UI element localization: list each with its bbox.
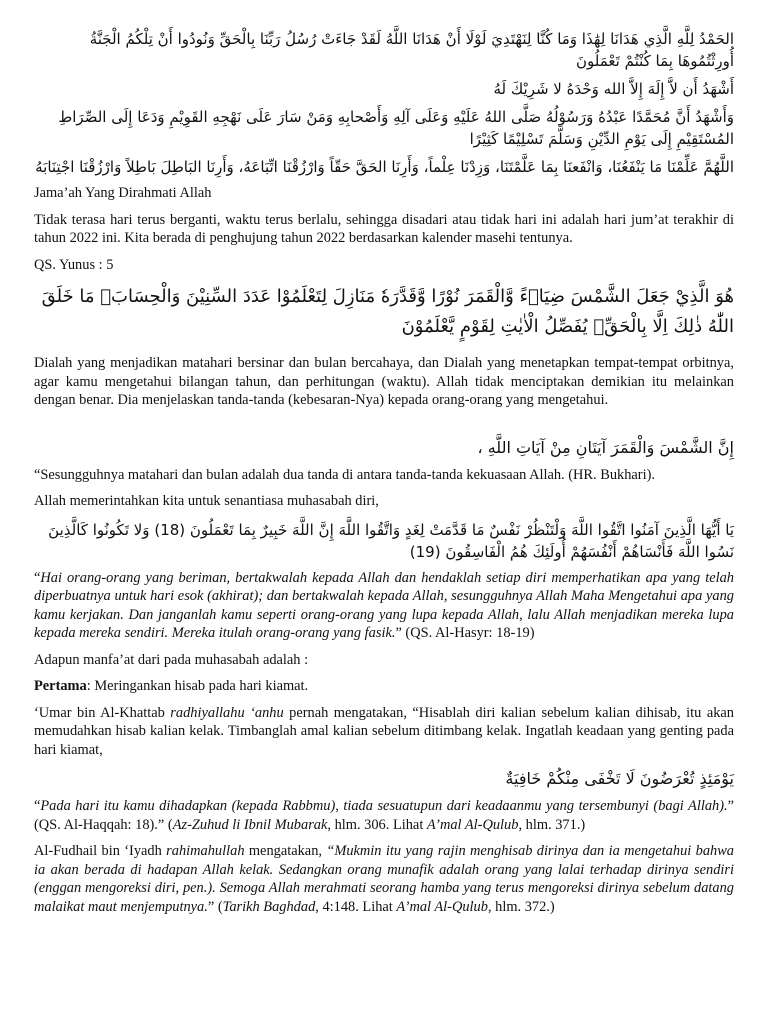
qs-haqqah-translation — [34, 797, 734, 834]
arabic-syahadat-1: أَشْهَدُ أَن لاَّ إِلَهَ إِلاَّ الله وَحْدَهُ لا شَرِيْكَ لَهُ — [493, 80, 734, 98]
umar-name: ‘Umar bin Al-Khattab — [34, 704, 171, 721]
intro-paragraph: Tidak terasa hari terus berganti, waktu terus berlalu, sehingga disadari atau tidak hari ini adalah hari jum’at terakhir di tahun 2022 ini. Kita berada di penghujung tahun 2022 berdasarkan kalender masehi tentunya. — [34, 211, 734, 246]
arabic-qs-haqqah: يَوْمَئِذٍ تُعْرَضُونَ لَا تَخْفَى مِنْكُمْ خَافِيَةٌ — [505, 769, 734, 788]
qs-hasyr-ref: ” (QS. Al-Hasyr: 18-19) — [395, 625, 535, 641]
fudhail-honorific: rahimahullah — [166, 843, 245, 859]
qs-yunus-translation: Dialah yang menjadikan matahari bersinar dan bulan bercahaya, dan Dialah yang menetapkan tempat-tempat orbitnya, agar kamu mengetahui bilangan tahun, dan perhitungan (waktu). Allah tidak menciptakan demikian itu melainkan dengan benar. Dia menjelaskan tanda-tanda (kebesaran-Nya) kepada orang-orang yang mengetahui. — [34, 355, 734, 408]
ref-text: mengatakan, — [244, 843, 327, 859]
muhasabah-intro: Allah memerintahkan kita untuk senantiasa muhasabah diri, — [34, 493, 379, 509]
book-title: A’mal Al-Qulub — [426, 816, 519, 833]
book-title: A’mal Al-Qulub — [396, 898, 488, 915]
manfaat-first-text: : Meringankan hisab pada hari kiamat. — [86, 678, 309, 694]
book-title: Tarikh Baghdad — [222, 898, 316, 915]
quote-mark: “ — [34, 798, 41, 814]
hadith-sun-translation: “Sesungguhnya matahari dan bulan adalah dua tanda di antara tanda-tanda kekuasaan Allah. (HR. Bukhari). — [34, 466, 655, 483]
fudhail-quote-text: “Mukmin itu yang rajin menghisab dirinya dan ia mengetahui bahwa ia akan berada di hadapan Allah kelak. Sedangkan orang munafik adalah orang yang lalai terhadap dirinya sendiri (enggan mengoreksi diri, pen.). Semoga Allah merahmati seorang hamba yang terus mengoreksi dirinya sebelum datang malaikat maut menjemputnya. — [34, 843, 734, 915]
qs-hasyr-translation: “Hai orang-orang yang beriman, bertakwalah kepada Allah dan hendaklah setiap diri memperhatikan apa yang telah diperbuatnya untuk hari esok (akhirat); dan bertakwalah kepada Allah, sesungguhnya Allah Maha Mengetahui apa yang kamu kerjakan. Dan janganlah kamu seperti orang-orang yang lupa kepada Allah, lalu Allah menjadikan mereka lupa kepada mereka sendiri. Mereka itulah orang-orang yang fasik.” (QS. Al-Hasyr: 18-19) — [34, 569, 734, 641]
ref-text: , 4:148. Lihat — [315, 898, 397, 915]
umar-honorific: radhiyallahu ‘anhu — [170, 704, 284, 721]
fudhail-quote — [34, 842, 734, 916]
qs-haqqah-translation-text: Pada hari itu kamu dihadapkan (kepada Rabbmu), tiada sesuatupun dari keadaanmu yang tersembunyi (bagi Allah). — [40, 798, 728, 814]
book-title: Az-Zuhud li Ibnil Mubarak — [172, 816, 328, 833]
manfaat-intro: Adapun manfa’at dari pada muhasabah adalah : — [34, 651, 309, 668]
arabic-syahadat-2: وَأَشْهَدُ أَنَّ مُحَمَّدًا عَبْدُهُ وَرَسُوْلُهُ صَلَّى اللهُ عَلَيْهِ وَعَلَى آلِهِ وَأَصْحابِهِ وَمَنْ سَارَ عَلَى نَهْجِهِ القَوِيْمِ وَدَعَا إِلَى الصِّرَاطِ المُسْتَقِيْمِ إِلَى يَوْمِ الدِّيْنِ وَسَلَّمَ تَسْلِيْمًا كَثِيْرًا — [58, 108, 734, 148]
arabic-hadith-sun: إِنَّ الشَّمْسَ وَالْقَمَرَ آيَتَانِ مِنْ آيَاتِ اللَّهِ ، — [477, 437, 734, 457]
ref-text: ” ( — [207, 898, 223, 915]
spacer — [34, 418, 734, 436]
ref-text: ” (QS. Al-Haqqah: 18).” ( — [34, 798, 734, 833]
umar-quote — [34, 704, 734, 760]
manfaat-first-label: Pertama — [34, 678, 87, 694]
qs-yunus-ref: QS. Yunus : 5 — [34, 256, 114, 273]
arabic-qs-yunus: هُوَ الَّذِيْ جَعَلَ الشَّمْسَ ضِيَاۤءً وَّالْقَمَرَ نُوْرًا وَّقَدَّرَهٗ مَنَازِلَ لِتَعْلَمُوْا عَدَدَ السِّنِيْنَ وَالْحِسَابَۗ مَا خَلَقَ اللّٰهُ ذٰلِكَ اِلَّا بِالْحَقِّۗ يُفَصِّلُ الْاٰيٰتِ لِقَوْمٍ يَّعْلَمُوْنَ — [41, 286, 734, 337]
qs-hasyr-translation-text: Hai orang-orang yang beriman, bertakwalah kepada Allah dan hendaklah setiap diri memperhatikan apa yang telah diperbuatnya untuk hari esok (akhirat); dan bertakwalah kepada Allah, sesungguhnya Allah Maha Mengetahui apa yang kamu kerjakan. Dan janganlah kamu seperti orang-orang yang lupa kepada Allah, lalu Allah menjadikan mereka lupa kepada mereka sendiri. Mereka itulah orang-orang yang fasik. — [34, 569, 734, 641]
arabic-hamdalah: الحَمْدُ لِلَّهِ الَّذِي هَدَانَا لِهَٰذَا وَمَا كُنَّا لِنَهْتَدِيَ لَوْلَا أَنْ هَدَانَا اللَّهُ لَقَدْ جَاءَتْ رُسُلُ رَبِّنَا بِالْحَقِّ وَنُودُوا أَنْ تِلْكُمُ الْجَنَّةُ أُورِثْتُمُوهَا بِمَا كُنْتُمْ تَعْمَلُونَ — [89, 30, 734, 70]
ref-text: , hlm. 371.) — [518, 816, 586, 833]
ref-text: , hlm. 372.) — [487, 898, 555, 915]
umar-quote-text: pernah mengatakan, “Hisablah diri kalian sebelum kalian dihisab, itu akan memudahkan hisab kalian kelak. Timbanglah amal kalian sebelum ditimbang kelak. Ingatlah keadaan yang genting pada hari kiamat, — [34, 704, 734, 758]
fudhail-name: Al-Fudhail bin ‘Iyadh — [34, 843, 167, 859]
manfaat-first — [34, 677, 734, 696]
greeting: Jama’ah Yang Dirahmati Allah — [34, 185, 212, 201]
ref-text: , hlm. 306. Lihat — [327, 816, 427, 833]
arabic-doa: اللَّهُمَّ عَلِّمْنَا مَا يَنْفَعُنَا، وَانْفَعنَا بِمَا عَلَّمْتَنَا، وَزِدْنَا عِلْماً، وَأَرِنَا الحَقَّ حَقّاً وَارْزُقْنَا اتِّبَاعَهُ، وَأَرِنَا البَاطِلَ بَاطِلاً وَارْزُقْنَا اجْتِنَابَهُ — [35, 158, 734, 176]
arabic-qs-hasyr: يَا أَيُّهَا الَّذِينَ آمَنُوا اتَّقُوا اللَّهَ وَلْتَنْظُرْ نَفْسٌ مَا قَدَّمَتْ لِغَدٍ وَاتَّقُوا اللَّهَ إِنَّ اللَّهَ خَبِيرٌ بِمَا تَعْمَلُونَ (18) وَلا تَكُونُوا كَالَّذِينَ نَسُوا اللَّهَ فَأَنْسَاهُمْ أَنْفُسَهُمْ أُولَئِكَ هُمُ الْفَاسِقُونَ (19) — [48, 520, 734, 561]
